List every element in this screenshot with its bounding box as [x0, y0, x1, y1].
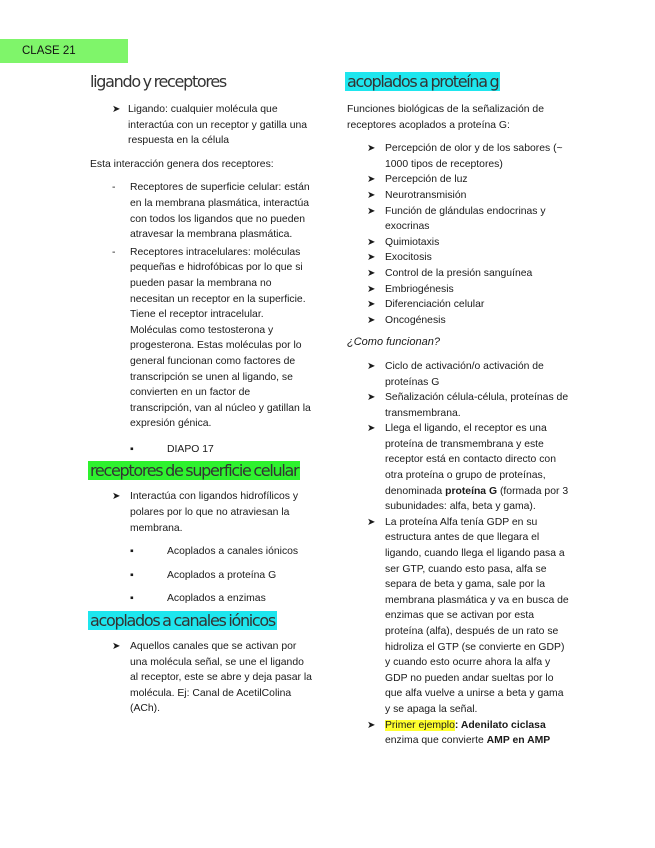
arrow-bullet-icon: ➤	[367, 236, 376, 248]
functions-list	[347, 141, 569, 328]
step-item: ➤ Ciclo de activación/o activación de proteínas G	[367, 360, 544, 388]
step-item: ➤ La proteína Alfa tenía GDP en su estructura antes de que llegara el ligando, cuando llega el ligando pasa a ser GTP, cuando esto pasa, alfa se separa de beta y gama, sale por la membrana plasmática y va en busca de enzimas que se activan por esta proteína (alfa), después de un rato se hidroliza el GTP (se convierte en GDP) y cuando esto ocurre ahora la alfa y GDP no pueden andar sueltas por lo que alfa vuelve a unirse a beta y gama y se apaga la señal.	[367, 516, 569, 715]
arrow-bullet-icon: ➤	[367, 719, 376, 731]
receptor-item-surface: - Receptores de superficie celular: están en la membrana plasmática, interactúa con todos los ligandos que no pueden atravesar la membrana plasmática.	[112, 182, 310, 241]
function-item: ➤ Percepción de luz	[347, 172, 569, 188]
square-bullet-icon: ▪	[130, 443, 134, 455]
surface-type-item: ▪ Acoplados a canales iónicos	[90, 544, 312, 560]
function-item: ➤ Quimiotaxis	[347, 235, 569, 251]
surface-type-item: ▪ Acoplados a enzimas	[90, 591, 312, 607]
arrow-bullet-icon: ➤	[367, 174, 376, 186]
arrow-bullet-icon: ➤	[367, 143, 376, 155]
arrow-bullet-icon: ➤	[367, 205, 376, 217]
function-item: ➤ Embriogénesis	[347, 282, 569, 298]
steps-list	[347, 359, 569, 749]
arrow-bullet-icon: ➤	[367, 189, 376, 201]
square-bullet-icon: ▪	[130, 593, 134, 605]
arrow-bullet-icon: ➤	[367, 360, 376, 372]
functions-intro: Funciones biológicas de la señalización de receptores acoplados a proteína G:	[347, 104, 544, 131]
right-column	[347, 72, 569, 749]
example-highlight: Primer ejemplo	[385, 719, 455, 731]
diapo-reference: ▪ DIAPO 17	[90, 442, 312, 458]
interaction-text: Esta interacción genera dos receptores:	[90, 158, 274, 170]
class-tag: CLASE 21	[0, 39, 128, 63]
square-bullet-icon: ▪	[130, 546, 134, 558]
left-column	[90, 72, 312, 717]
heading-acoplados-canales: acoplados a canales iónicos	[90, 611, 275, 631]
function-item: ➤ Neurotransmisión	[347, 188, 569, 204]
arrow-bullet-icon: ➤	[367, 516, 376, 528]
function-item: ➤ Exocitosis	[347, 250, 569, 266]
step-item: ➤ Llega el ligando, el receptor es una proteína de transmembrana y este receptor está en contacto directo con otra proteína o grupo de proteínas, denominada proteína G (formada por 3 subunidades: alfa, beta y gama).	[367, 423, 569, 513]
dash-bullet-icon: -	[112, 182, 116, 194]
function-item: ➤ Control de la presión sanguínea	[347, 266, 569, 282]
arrow-bullet-icon: ➤	[112, 104, 121, 115]
function-item: ➤ Oncogénesis	[347, 313, 569, 329]
function-item: ➤ Función de glándulas endocrinas y exocrinas	[367, 205, 546, 233]
surface-type-item: ▪ Acoplados a proteína G	[90, 568, 312, 584]
square-bullet-icon: ▪	[130, 569, 134, 581]
example-item: ➤ Primer ejemplo: Adenilato ciclasa enzima que convierte AMP en AMP	[367, 719, 551, 747]
surface-description: ➤ Interactúa con ligandos hidrofílicos y polares por lo que no atraviesan la membrana.	[112, 491, 299, 534]
heading-receptores-superficie: receptores de superficie celular	[90, 461, 299, 481]
how-they-work-subtitle: ¿Como funcionan?	[347, 336, 440, 349]
heading-ligando-receptores: ligando y receptores	[90, 72, 226, 91]
arrow-bullet-icon: ➤	[367, 299, 376, 311]
heading-acoplados-proteina-g: acoplados a proteína g	[347, 72, 499, 91]
channels-description: ➤ Aquellos canales que se activan por una molécula señal, se une el ligando al receptor, este se abre y deja pasar la molécula. Ej: Canal de AcetilColina (ACh).	[112, 641, 312, 715]
arrow-bullet-icon: ➤	[112, 641, 121, 653]
arrow-bullet-icon: ➤	[367, 252, 376, 264]
arrow-bullet-icon: ➤	[112, 491, 121, 503]
dash-bullet-icon: -	[112, 246, 116, 258]
arrow-bullet-icon: ➤	[367, 267, 376, 279]
receptor-item-intracellular: - Receptores intracelulares: moléculas pequeñas e hidrofóbicas por lo que si pueden pasar la membrana no necesitan un receptor en la superficie. Tiene el receptor intracelular. Moléculas como testosterona y progesterona. Estas moléculas por lo general funcionan como factores de transcripción se unen al ligando, se convierten en un factor de transcripción, van al núcleo y gatillan la expresión génica.	[112, 246, 311, 430]
ligando-definition: ➤ Ligando: cualquier molécula que interactúa con un receptor y gatilla una respuesta en la célula	[112, 104, 308, 147]
arrow-bullet-icon: ➤	[367, 423, 376, 435]
function-item: ➤ Percepción de olor y de los sabores (~ 1000 tipos de receptores)	[367, 143, 563, 170]
arrow-bullet-icon: ➤	[367, 314, 376, 326]
arrow-bullet-icon: ➤	[367, 283, 376, 295]
function-item: ➤ Diferenciación celular	[347, 297, 569, 313]
step-item: ➤ Señalización célula-célula, proteínas de transmembrana.	[367, 392, 569, 419]
arrow-bullet-icon: ➤	[367, 392, 376, 404]
